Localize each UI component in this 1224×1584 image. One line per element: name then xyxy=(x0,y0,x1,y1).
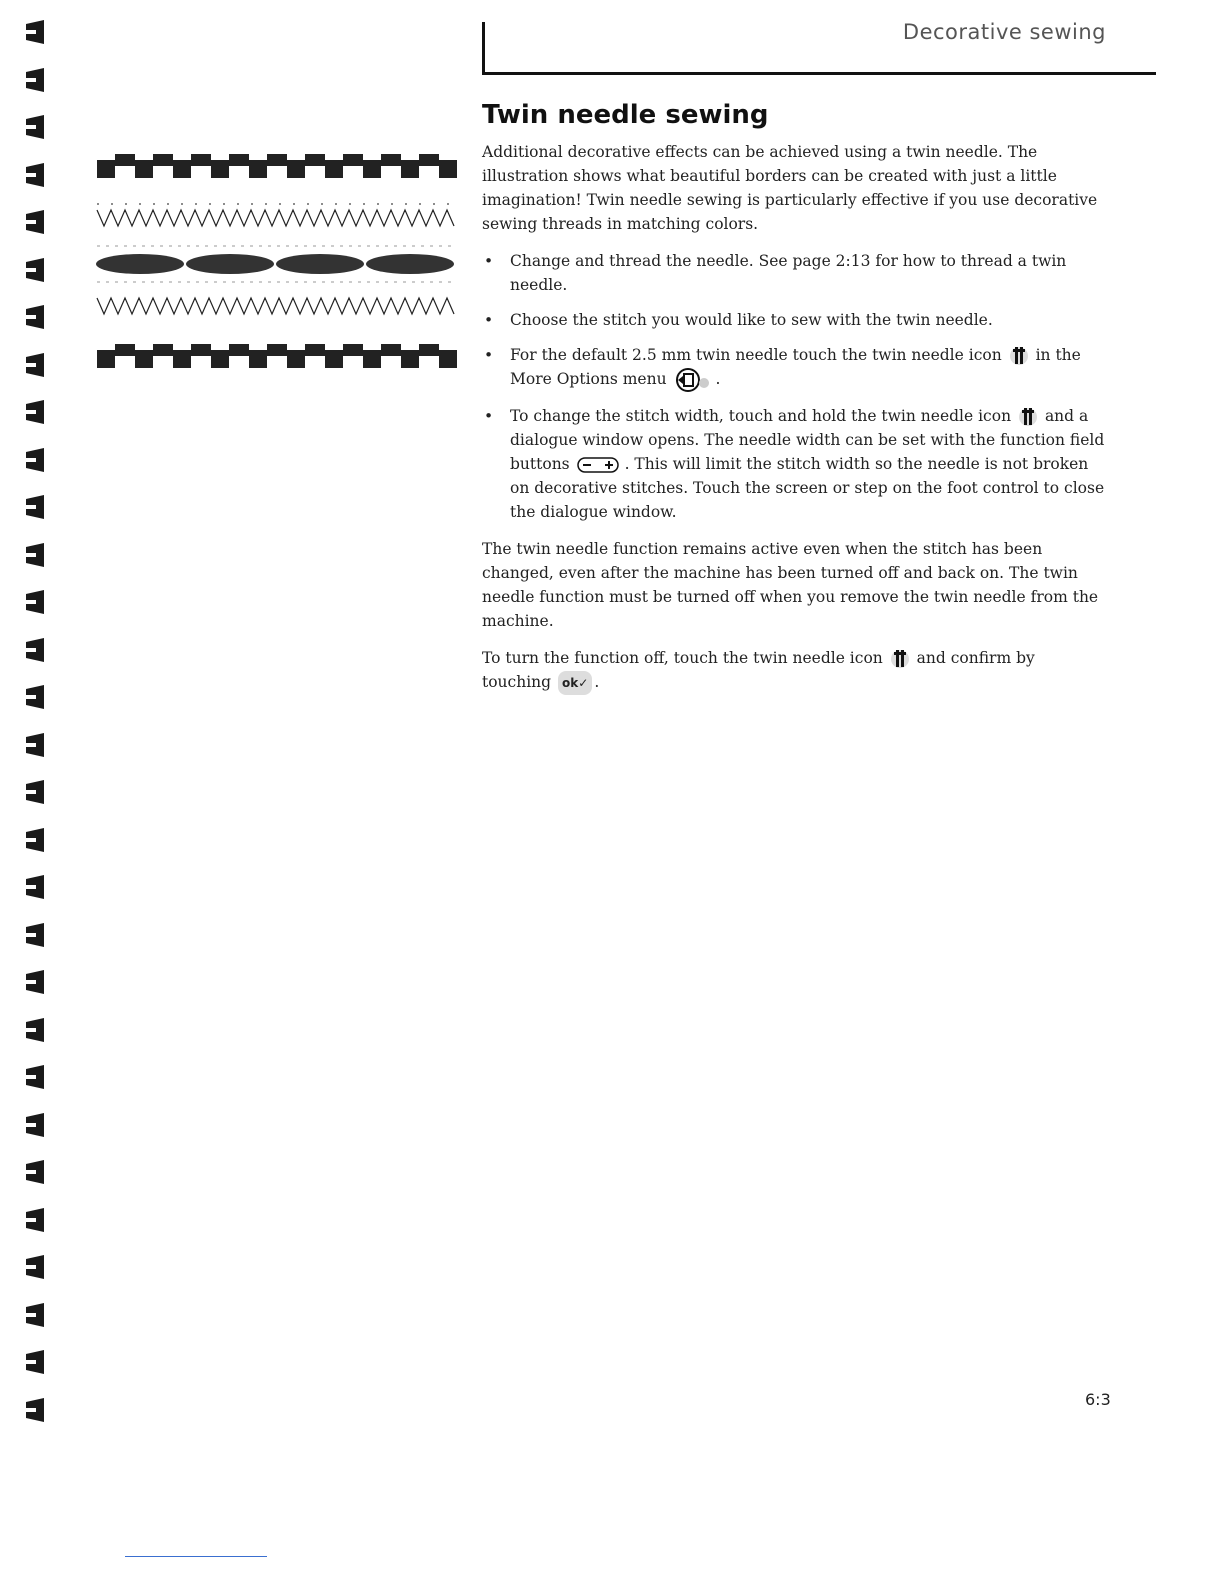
ok-confirm-icon: ok✓ xyxy=(558,671,592,695)
page-number: 6:3 xyxy=(1085,1390,1111,1409)
binding-ring xyxy=(24,636,48,664)
binding-ring xyxy=(24,826,48,854)
paragraph-text: To turn the function off, touch the twin needle icon xyxy=(482,649,883,667)
spiral-binding xyxy=(24,18,50,1418)
list-item xyxy=(510,343,1107,393)
binding-ring xyxy=(24,1396,48,1424)
binding-ring xyxy=(24,398,48,426)
twin-needle-icon xyxy=(890,648,910,670)
binding-ring xyxy=(24,66,48,94)
stitch-row-zigzag-1 xyxy=(97,210,454,226)
page-title: Twin needle sewing xyxy=(482,100,769,130)
list-item-text: and a dialogue window opens. The needle width can be set with the function field buttons xyxy=(510,407,1105,473)
binding-ring xyxy=(24,1158,48,1186)
paragraph: The twin needle function remains active even when the stitch has been changed, even after the machine has been turned off and back on. The twin needle function must be turned off when you remove the twin needle from the machine. xyxy=(482,540,1099,630)
paragraph xyxy=(482,646,1107,695)
twin-needle-icon xyxy=(1009,345,1029,367)
function-field-buttons-icon xyxy=(577,456,623,474)
paragraph-text: . xyxy=(594,673,600,691)
binding-ring xyxy=(24,968,48,996)
stitch-row-satin-ovals xyxy=(96,254,454,274)
main-content xyxy=(482,100,1107,708)
binding-ring xyxy=(24,303,48,331)
intro-paragraph: Additional decorative effects can be achieved using a twin needle. The illustration shows what beautiful borders can be created with just a little imagination! Twin needle sewing is particularly effective if you use decorative sewing threads in matching colors. xyxy=(482,143,1098,233)
stitch-row-blocks xyxy=(97,154,457,178)
binding-ring xyxy=(24,351,48,379)
binding-ring xyxy=(24,161,48,189)
ok-label: ok xyxy=(562,676,579,690)
binding-ring xyxy=(24,18,48,46)
binding-ring xyxy=(24,446,48,474)
binding-ring xyxy=(24,1253,48,1281)
footer-line xyxy=(125,1556,267,1557)
list-item-text: in the More Options menu xyxy=(510,346,1081,388)
list-item: • Change and thread the needle. See page 2:13 for how to thread a twin needle. xyxy=(510,249,1107,297)
instruction-list xyxy=(482,249,1107,524)
binding-ring xyxy=(24,683,48,711)
binding-ring xyxy=(24,493,48,521)
binding-ring xyxy=(24,1206,48,1234)
binding-ring xyxy=(24,1348,48,1376)
header-rule-horizontal xyxy=(482,72,1156,75)
list-item-text: To change the stitch width, touch and hold the twin needle icon xyxy=(510,407,1012,425)
binding-ring xyxy=(24,731,48,759)
binding-ring xyxy=(24,588,48,616)
binding-ring xyxy=(24,873,48,901)
list-item xyxy=(510,404,1107,524)
binding-ring xyxy=(24,921,48,949)
list-item: • Choose the stitch you would like to sew with the twin needle. xyxy=(510,308,1107,332)
twin-needle-icon xyxy=(1018,406,1038,428)
binding-ring xyxy=(24,1111,48,1139)
header-rule-vertical xyxy=(482,22,485,74)
binding-ring xyxy=(24,1063,48,1091)
stitch-border-illustration xyxy=(95,146,457,376)
paragraph-text: and confirm by touching xyxy=(482,649,1035,691)
binding-ring xyxy=(24,113,48,141)
binding-ring xyxy=(24,778,48,806)
section-title: Decorative sewing xyxy=(902,20,1106,44)
more-options-icon xyxy=(674,367,714,393)
stitch-row-blocks-2 xyxy=(97,344,457,368)
list-item-text: . xyxy=(715,370,721,388)
list-item-text: For the default 2.5 mm twin needle touch the twin needle icon xyxy=(510,346,1002,364)
binding-ring xyxy=(24,208,48,236)
stitch-row-zigzag-2 xyxy=(97,298,454,314)
binding-ring xyxy=(24,1016,48,1044)
binding-ring xyxy=(24,1301,48,1329)
binding-ring xyxy=(24,541,48,569)
list-item-text: . This will limit the stitch width so the needle is not broken on decorative stitches. Touch the screen or step on the foot control to close the dialogue window. xyxy=(510,455,1105,521)
binding-ring xyxy=(24,256,48,284)
